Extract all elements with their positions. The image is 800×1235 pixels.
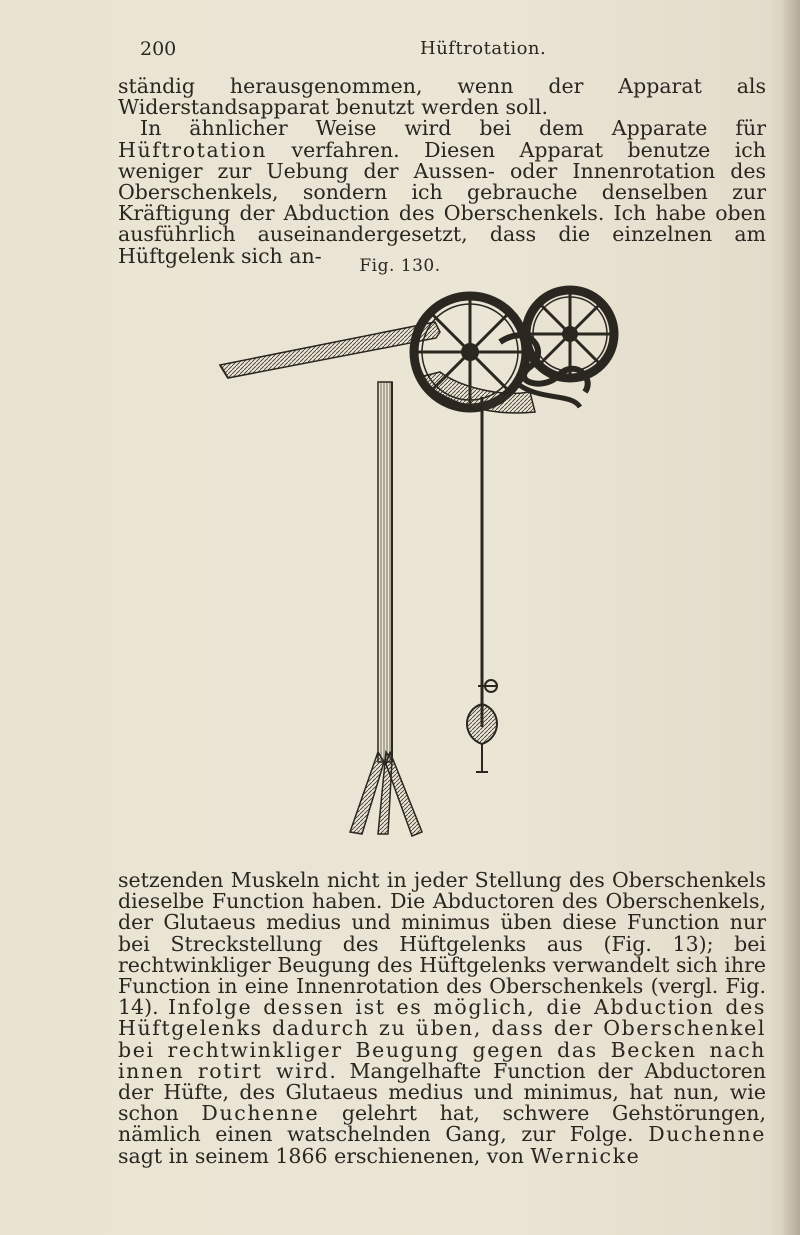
page-number: 200 bbox=[140, 38, 177, 60]
page-edge-shadow bbox=[782, 0, 800, 1235]
paragraph-3-part-d: sagt in seinem 1866 erschienenen, von bbox=[118, 1143, 531, 1168]
author-duchenne-2: Duchenne bbox=[648, 1122, 766, 1147]
author-wernicke: Wernicke bbox=[530, 1143, 641, 1168]
stand-legs bbox=[350, 752, 422, 836]
author-duchenne-1: Duchenne bbox=[201, 1101, 320, 1126]
pendulum-weight bbox=[467, 704, 497, 772]
figure-caption: Fig. 130. bbox=[359, 256, 441, 276]
paragraph-3-part-a: setzenden Muskeln nicht in jeder Stellung des Oberschenkels dieselbe Function haben. Die Abductoren des Oberschenkels, der Glutaeus medius und minimus üben diese Function nur bei Streckstellung des Hüftgelenks aus (Fig. 13); bei rechtwinkliger Beugung des Hüftgelenks verwandelt sich ihre Function in eine Innenrotation des Oberschenkels (vergl. Fig. 14). bbox=[118, 868, 766, 1020]
page-header bbox=[140, 38, 760, 64]
paragraph-2-emphasis: Hüftrotation bbox=[118, 137, 268, 162]
vertical-post bbox=[378, 382, 392, 762]
paragraph-3-part-c: gelehrt hat, schwere Gehstörungen, nämlich einen watschelnden Gang, zur Folge. bbox=[118, 1101, 766, 1147]
paragraph-2-part-a: In ähnlicher Weise wird bei dem Apparate für bbox=[140, 116, 766, 141]
text-block-bottom bbox=[118, 870, 766, 1167]
apparatus-board bbox=[220, 322, 440, 378]
text-block-top bbox=[118, 76, 766, 267]
figure-hip-rotation-apparatus bbox=[200, 282, 620, 842]
large-wheel-right bbox=[526, 290, 614, 378]
paragraph-3-part-b: Mangelhafte Function der Abductoren der Hüfte, des Glutaeus medius und minimus, hat nun, wie schon bbox=[118, 1058, 766, 1126]
paragraph-1: ständig herausgenommen, wenn der Apparat als Widerstandsapparat benutzt werden soll. bbox=[118, 74, 766, 120]
paragraph-2 bbox=[118, 118, 766, 266]
paragraph-2-part-b: verfahren. Diesen Apparat benutze ich weniger zur Uebung der Aussen- oder Innenrotation des Oberschenkels, sondern ich gebrauche denselben zur Kräftigung der Abduction des Oberschenkels. Ich habe oben ausführlich auseinandergesetzt, dass die einzelnen am Hüftgelenk sich an- bbox=[118, 137, 766, 268]
paragraph-3 bbox=[118, 870, 766, 1167]
paragraph-3-emphasis-1: Infolge dessen ist es möglich, die Abduction des Hüftgelenks dadurch zu üben, dass der Oberschenkel bei rechtwinkliger Beugung gegen das Becken nach innen rotirt wird. bbox=[118, 995, 766, 1083]
apparatus-illustration bbox=[200, 282, 620, 842]
running-title: Hüftrotation. bbox=[420, 38, 547, 59]
